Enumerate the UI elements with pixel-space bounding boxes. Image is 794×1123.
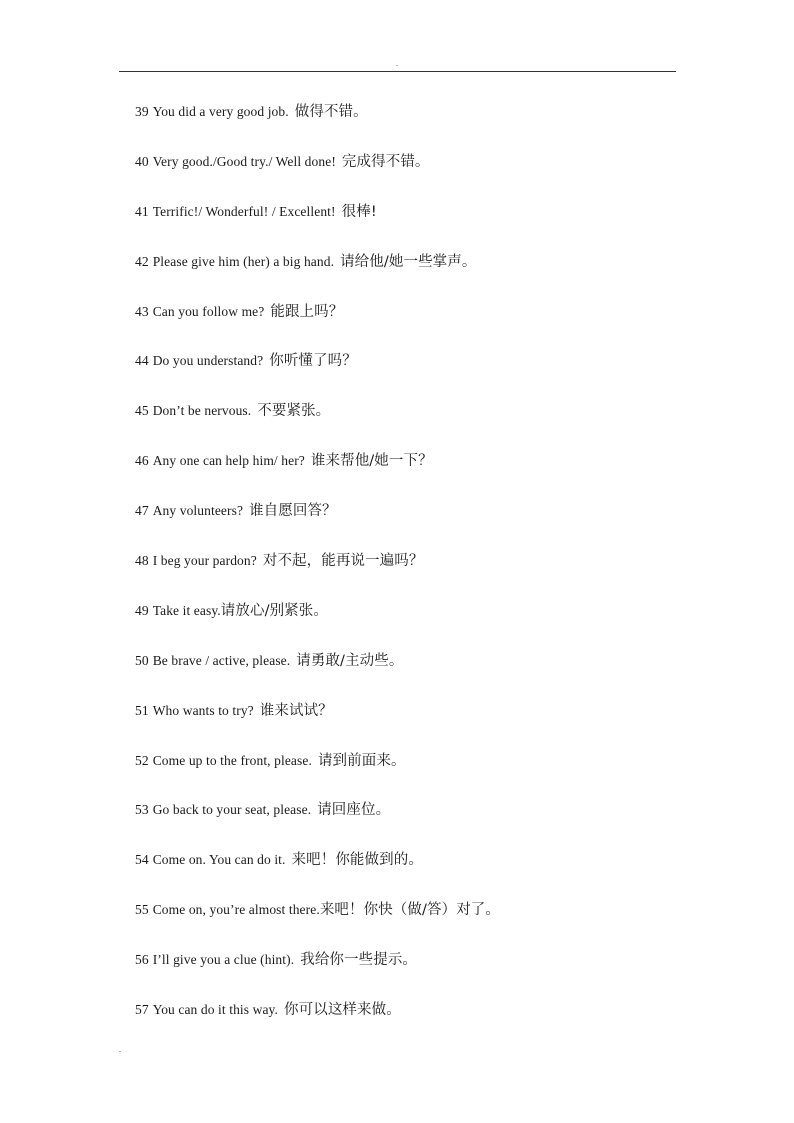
phrase-english: Take it easy. [152, 602, 221, 618]
phrase-line [135, 750, 500, 800]
phrase-line [135, 949, 500, 999]
phrase-line [135, 301, 500, 351]
phrase-number: 39 [135, 104, 149, 119]
phrase-english: Very good./Good try./ Well done! [152, 153, 336, 169]
header-dot: . [396, 59, 398, 68]
phrase-english: I beg your pardon? [152, 553, 257, 569]
phrase-line [135, 700, 500, 750]
phrase-number: 48 [135, 553, 149, 569]
phrase-english: Come on. You can do it. [152, 852, 286, 868]
header-rule [119, 71, 676, 72]
phrase-chinese: 谁自愿回答？ [249, 503, 337, 520]
phrase-line [135, 500, 500, 550]
phrase-number: 57 [135, 1002, 149, 1018]
phrase-number: 52 [135, 752, 149, 768]
phrase-number: 55 [135, 902, 149, 918]
phrase-line [135, 151, 500, 201]
phrase-line [135, 999, 500, 1049]
phrase-english: Can you follow me? [152, 303, 265, 319]
phrase-chinese: 谁来试试？ [259, 702, 333, 719]
phrase-line [135, 350, 500, 400]
phrase-number: 53 [135, 802, 149, 818]
phrase-chinese: 来吧！你快（做/答）对了。 [319, 902, 500, 919]
phrase-chinese: 请给他/她一些掌声。 [340, 253, 477, 270]
phrase-chinese: 谁来帮他/她一下？ [310, 453, 433, 470]
phrase-list [135, 101, 500, 1049]
phrase-english: Any volunteers? [152, 503, 244, 519]
phrase-chinese: 做得不错。 [294, 104, 368, 120]
phrase-english: Come on, you’re almost there. [152, 902, 320, 918]
phrase-english: Come up to the front, please. [152, 752, 312, 768]
phrase-english: Do you understand? [152, 353, 264, 369]
phrase-english: Please give him (her) a big hand. [152, 253, 335, 269]
phrase-english: You can do it this way. [152, 1002, 279, 1018]
phrase-chinese: 请放心/别紧张。 [220, 602, 328, 619]
phrase-english: Be brave / active, please. [152, 652, 291, 668]
phrase-number: 45 [135, 403, 149, 419]
phrase-number: 54 [135, 852, 149, 868]
phrase-chinese: 不要紧张。 [257, 403, 331, 420]
phrase-number: 47 [135, 503, 149, 519]
footer-dot: . [119, 1045, 121, 1054]
phrase-english: Who wants to try? [152, 702, 254, 718]
phrase-chinese: 我给你一些提示。 [300, 952, 418, 969]
phrase-number: 44 [135, 353, 149, 369]
phrase-chinese: 请勇敢/主动些。 [296, 652, 404, 669]
phrase-english: Any one can help him/ her? [152, 453, 305, 469]
phrase-line [135, 550, 500, 600]
phrase-chinese: 来吧！你能做到的。 [291, 852, 423, 869]
phrase-number: 42 [135, 253, 149, 269]
phrase-number: 56 [135, 952, 149, 968]
phrase-english: Terrific!/ Wonderful! / Excellent! [152, 203, 336, 219]
phrase-line [135, 650, 500, 700]
phrase-line [135, 799, 500, 849]
phrase-line [135, 400, 500, 450]
phrase-number: 46 [135, 453, 149, 469]
phrase-line [135, 101, 500, 151]
phrase-number: 40 [135, 153, 149, 169]
phrase-line [135, 899, 500, 949]
phrase-number: 50 [135, 652, 149, 668]
phrase-number: 49 [135, 602, 149, 618]
phrase-number: 51 [135, 702, 149, 718]
phrase-line [135, 450, 500, 500]
phrase-line [135, 849, 500, 899]
phrase-line [135, 600, 500, 650]
phrase-chinese: 能跟上吗？ [270, 303, 344, 320]
phrase-english: Don’t be nervous. [152, 403, 252, 419]
phrase-number: 43 [135, 303, 149, 319]
phrase-chinese: 请到前面来。 [317, 752, 406, 769]
phrase-line [135, 251, 500, 301]
phrase-chinese: 对不起，能再说一遍吗？ [262, 553, 424, 570]
phrase-english: Go back to your seat, please. [152, 802, 312, 818]
phrase-chinese: 你听懂了吗？ [269, 353, 357, 370]
phrase-english: I’ll give you a clue (hint). [152, 952, 295, 968]
phrase-chinese: 完成得不错。 [341, 153, 430, 170]
phrase-line [135, 201, 500, 251]
phrase-chinese: 请回座位。 [317, 802, 391, 819]
phrase-chinese: 你可以这样来做。 [284, 1002, 401, 1019]
phrase-number: 41 [135, 203, 149, 219]
phrase-chinese: 很棒! [341, 203, 377, 220]
phrase-english: You did a very good job. [152, 104, 289, 119]
